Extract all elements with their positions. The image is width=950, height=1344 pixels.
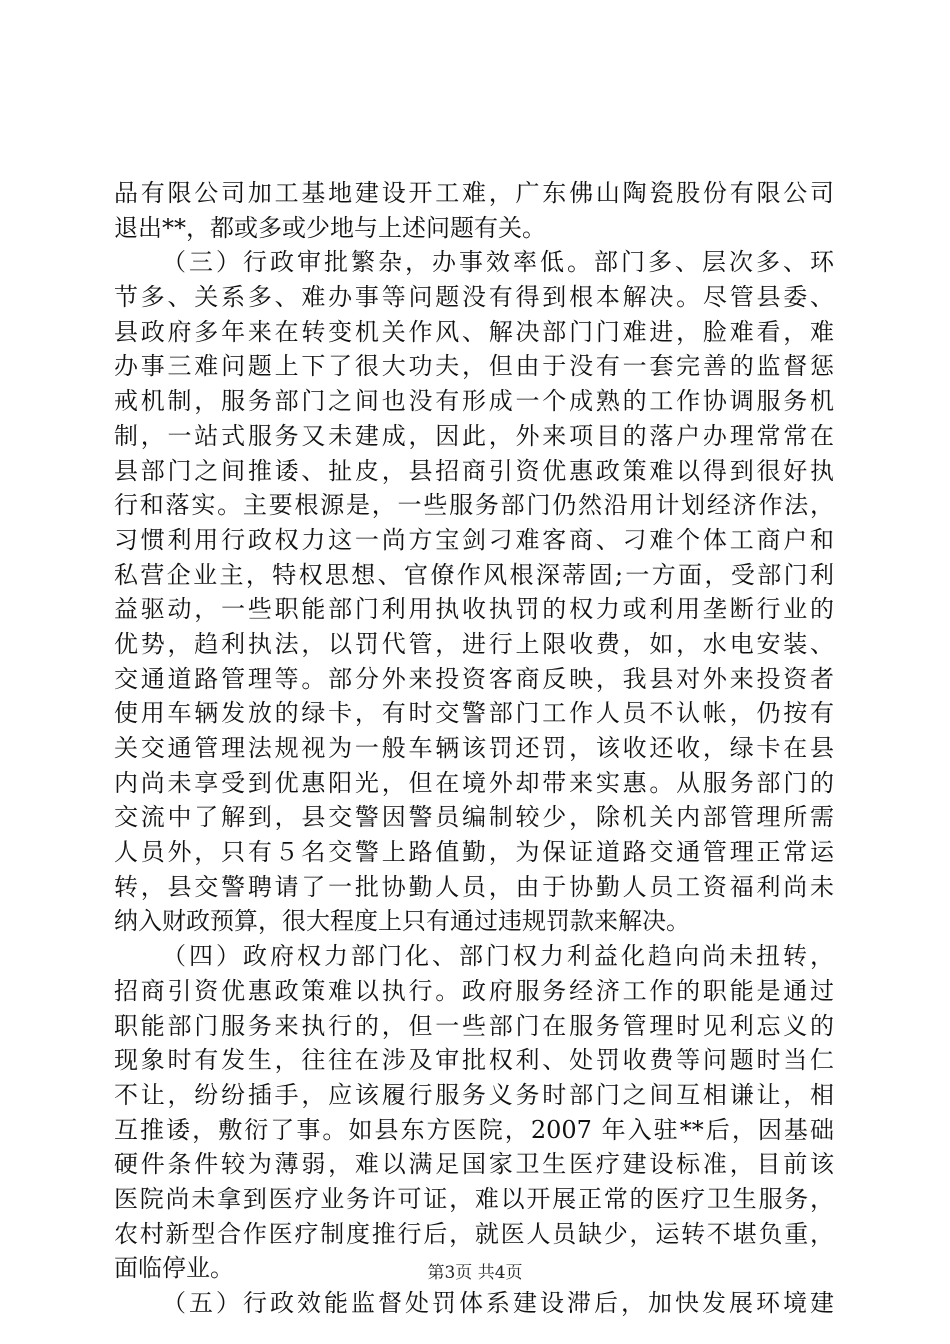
text-line: 转，县交警聘请了一批协勤人员，由于协勤人员工资福利尚未 xyxy=(114,872,834,901)
text-line: 习惯利用行政权力这一尚方宝剑刁难客商、刁难个体工商户和 xyxy=(114,525,834,554)
text-line: 使用车辆发放的绿卡，有时交警部门工作人员不认帐，仍按有 xyxy=(114,699,834,728)
text-line: 益驱动，一些职能部门利用执收执罚的权力或利用垄断行业的 xyxy=(114,595,834,624)
text-line: 交流中了解到，县交警因警员编制较少，除机关内部管理所需 xyxy=(114,803,834,832)
text-line: （三）行政审批繁杂，办事效率低。部门多、层次多、环 xyxy=(162,248,834,277)
text-line: 农村新型合作医疗制度推行后，就医人员缺少，运转不堪负重， xyxy=(114,1219,834,1248)
text-line: 互推诿，敷衍了事。如县东方医院，2007 年入驻**后，因基础 xyxy=(114,1115,834,1144)
text-line: 人员外，只有５名交警上路值勤，为保证道路交通管理正常运 xyxy=(114,838,834,867)
text-line: 纳入财政预算，很大程度上只有通过违规罚款来解决。 xyxy=(114,907,690,936)
text-line: 办事三难问题上下了很大功夫，但由于没有一套完善的监督惩 xyxy=(114,352,834,381)
text-line: 制，一站式服务又未建成，因此，外来项目的落户办理常常在 xyxy=(114,421,834,450)
page-footer: 第3页 共4页 xyxy=(427,1263,523,1283)
text-line: 行和落实。主要根源是，一些服务部门仍然沿用计划经济作法， xyxy=(114,491,834,520)
text-line: 不让，纷纷插手，应该履行服务义务时部门之间互相谦让，相 xyxy=(114,1080,834,1109)
text-line: 关交通管理法规视为一般车辆该罚还罚，该收还收，绿卡在县 xyxy=(114,734,834,762)
text-line: 县政府多年来在转变机关作风、解决部门门难进，脸难看，难 xyxy=(114,317,834,346)
text-line: 招商引资优惠政策难以执行。政府服务经济工作的职能是通过 xyxy=(114,976,834,1005)
text-line: 节多、关系多、难办事等问题没有得到根本解决。尽管县委、 xyxy=(114,283,834,312)
text-line: 硬件条件较为薄弱，难以满足国家卫生医疗建设标准，目前该 xyxy=(114,1150,834,1179)
text-line: 交通道路管理等。部分外来投资客商反映，我县对外来投资者 xyxy=(114,664,834,693)
text-line: 医院尚未拿到医疗业务许可证，难以开展正常的医疗卫生服务， xyxy=(114,1184,834,1213)
text-line: 私营企业主，特权思想、官僚作风根深蒂固;一方面，受部门利 xyxy=(114,560,834,589)
text-line: 品有限公司加工基地建设开工难，广东佛山陶瓷股份有限公司 xyxy=(114,179,834,207)
text-line: 面临停业。 xyxy=(114,1254,234,1283)
text-line: 退出**，都或多或少地与上述问题有关。 xyxy=(114,213,546,242)
text-line: 优势，趋利执法，以罚代管，进行上限收费，如，水电安装、 xyxy=(114,629,834,658)
body-text xyxy=(114,176,834,1321)
text-line: （五）行政效能监督处罚体系建设滞后，加快发展环境建 xyxy=(162,1289,834,1317)
text-line: 县部门之间推诿、扯皮，县招商引资优惠政策难以得到很好执 xyxy=(114,456,834,485)
text-line: （四）政府权力部门化、部门权力利益化趋向尚未扭转， xyxy=(162,942,834,971)
text-line: 职能部门服务来执行的，但一些部门在服务管理时见利忘义的 xyxy=(114,1011,834,1040)
text-line: 戒机制，服务部门之间也没有形成一个成熟的工作协调服务机 xyxy=(114,387,834,416)
text-line: 内尚未享受到优惠阳光，但在境外却带来实惠。从服务部门的 xyxy=(114,768,834,797)
text-line: 现象时有发生，往往在涉及审批权利、处罚收费等问题时当仁 xyxy=(114,1046,834,1075)
